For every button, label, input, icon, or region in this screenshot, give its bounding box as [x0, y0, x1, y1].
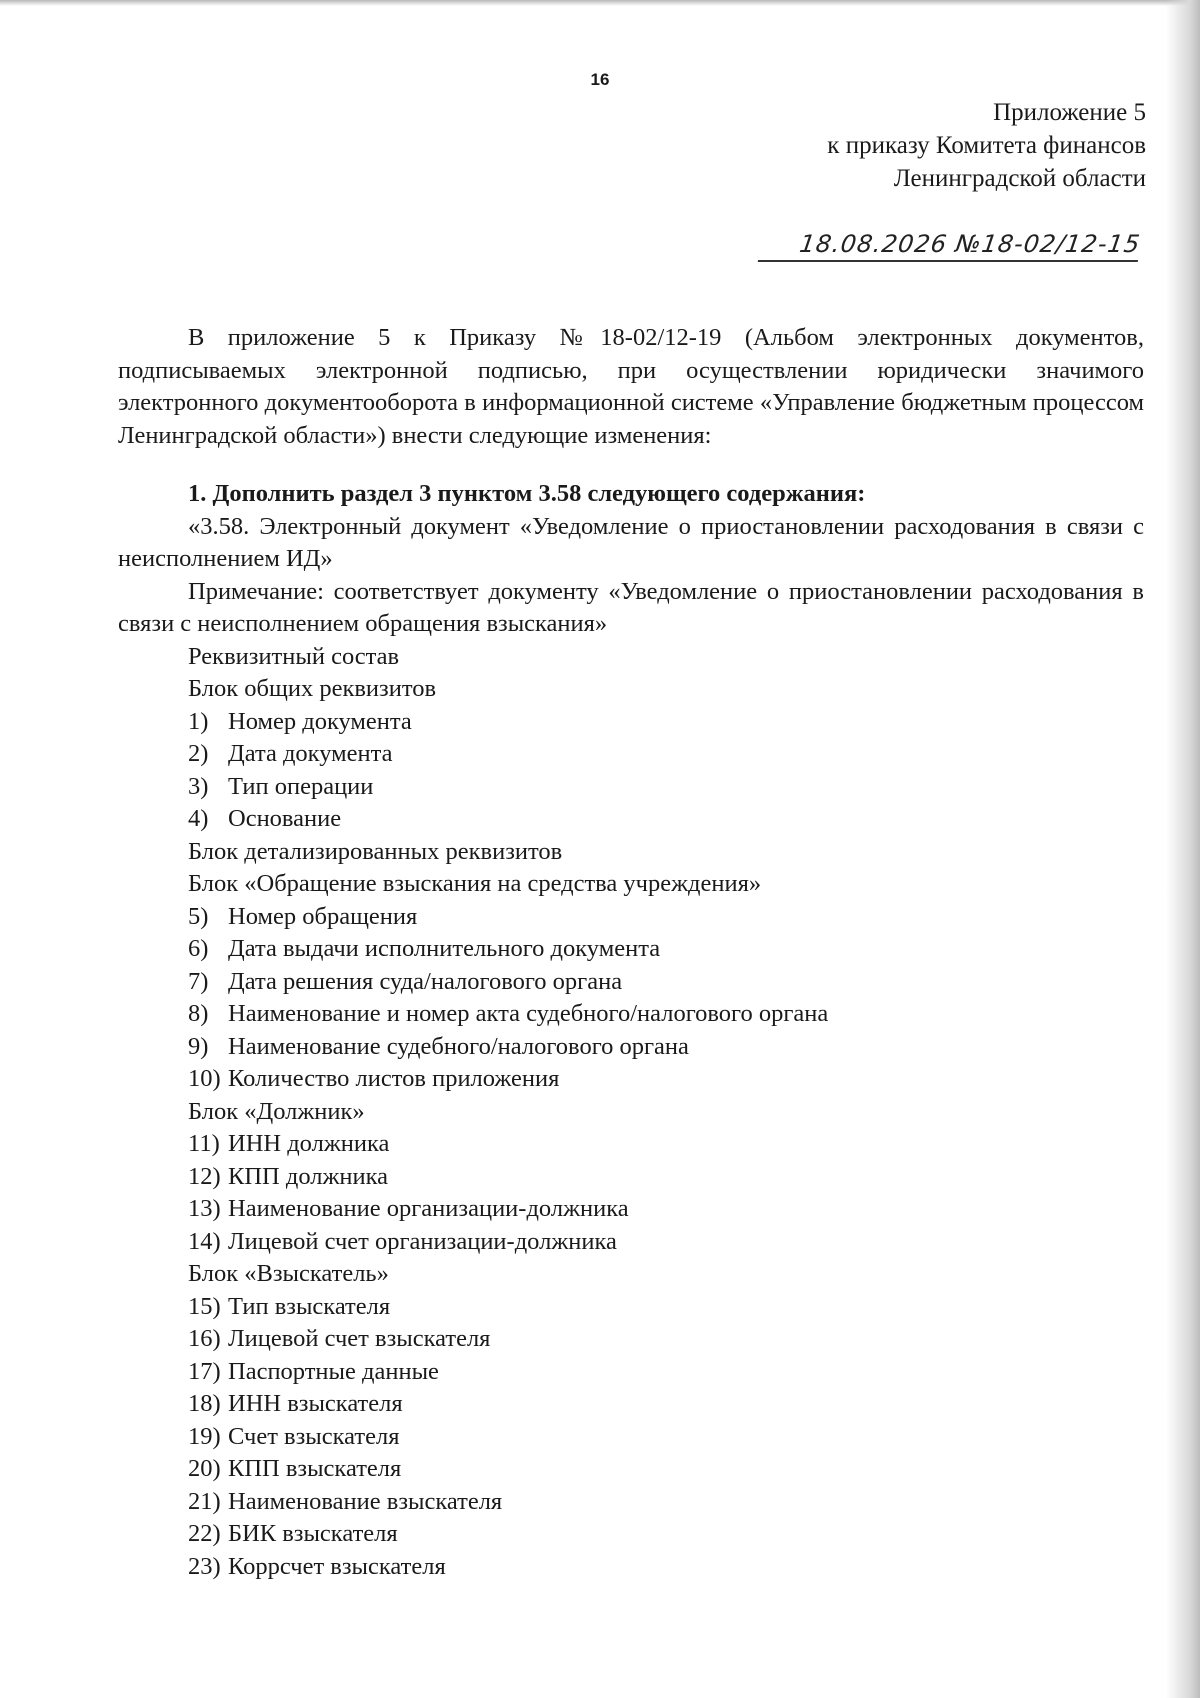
- list-item-text: Дата выдачи исполнительного документа: [228, 935, 661, 962]
- list-item: [188, 1031, 1144, 1064]
- list-item-text: Паспортные данные: [228, 1357, 439, 1385]
- block-general-title: Блок общих реквизитов: [188, 675, 437, 702]
- list-item: [188, 1518, 1144, 1551]
- list-item-text: Наименование и номер акта судебного/налогового органа: [228, 1000, 829, 1027]
- list-item-number: 18): [188, 1390, 221, 1417]
- list-item: [188, 1193, 1144, 1226]
- list-item-number: 6): [188, 935, 209, 962]
- list-item-number: 11): [188, 1130, 220, 1157]
- list-item-number: 14): [188, 1227, 221, 1255]
- list-item: [188, 1291, 1144, 1324]
- appendix-title: Приложение 5: [993, 99, 1146, 126]
- list-item-number: 16): [188, 1325, 221, 1352]
- list-item: [188, 1323, 1144, 1356]
- list-item: [188, 1453, 1144, 1486]
- list-item-text: Основание: [228, 805, 342, 832]
- list-item: [188, 933, 1144, 966]
- list-item-text: Лицевой счет взыскателя: [228, 1325, 491, 1352]
- list-item-number: 15): [188, 1292, 221, 1320]
- list-item-text: Лицевой счет организации-должника: [228, 1227, 617, 1255]
- requisites-title: Реквизитный состав: [188, 642, 400, 670]
- list-item: [188, 1161, 1144, 1194]
- list-item: [188, 738, 1144, 771]
- list-item-text: Наименование организации-должника: [228, 1195, 629, 1222]
- list-item-text: Количество листов приложения: [228, 1065, 560, 1092]
- block-debtor-title: Блок «Должник»: [188, 1097, 365, 1125]
- list-item-number: 9): [188, 1032, 209, 1060]
- list-item-number: 17): [188, 1357, 221, 1385]
- list-item-text: БИК взыскателя: [228, 1520, 398, 1547]
- list-item-number: 13): [188, 1195, 221, 1222]
- list-item: [188, 966, 1144, 999]
- note-paragraph: Примечание: соответствует документу «Уведомление о приостановлении расходования в связи с неисполнением обращения взыскания»: [118, 577, 1144, 637]
- appendix-header: [827, 96, 1146, 195]
- list-item: [188, 1551, 1144, 1584]
- list-item-text: Дата решения суда/налогового органа: [228, 967, 623, 995]
- scan-edge-top: [0, 0, 1200, 6]
- debtor-requisites-list: [188, 1128, 1144, 1258]
- claimant-requisites-list: [188, 1291, 1144, 1584]
- list-item-text: КПП должника: [228, 1162, 389, 1190]
- list-item-text: Номер документа: [228, 707, 412, 735]
- list-item-text: Номер обращения: [228, 902, 418, 930]
- list-item-text: Счет взыскателя: [228, 1422, 400, 1450]
- list-item: [188, 803, 1144, 836]
- list-item: [188, 998, 1144, 1031]
- block-claim-title: Блок «Обращение взыскания на средства учреждения»: [188, 870, 762, 897]
- list-item-text: Тип операции: [228, 772, 374, 800]
- list-item: [188, 1128, 1144, 1161]
- page-number: 16: [590, 70, 610, 89]
- scan-edge-right: [1166, 0, 1200, 1698]
- list-item-text: Наименование судебного/налогового органа: [228, 1032, 689, 1060]
- claim-requisites-list: [188, 901, 1144, 1096]
- list-item-number: 20): [188, 1455, 221, 1482]
- appendix-order-line: к приказу Комитета финансов: [827, 132, 1146, 159]
- list-item-number: 7): [188, 967, 209, 995]
- list-item: [188, 901, 1144, 934]
- block-claimant-title: Блок «Взыскатель»: [188, 1260, 389, 1287]
- list-item-text: Коррсчет взыскателя: [228, 1552, 446, 1580]
- list-item: [188, 1063, 1144, 1096]
- list-item-number: 22): [188, 1520, 221, 1547]
- handwritten-order-reference: 18.08.2026 №18-02/12-15: [758, 230, 1142, 262]
- list-item-text: Дата документа: [228, 740, 393, 767]
- document-body: [118, 322, 1144, 1583]
- intro-paragraph: В приложение 5 к Приказу №18-02/12-19 (Альбом электронных документов, подписываемых электронной подписью, при осуществлении юридически значимого электронного документооборота в информационной системе «Управление бюджетным процессом Ленинградской области») внести следующие изменения:: [118, 324, 1144, 449]
- list-item-number: 23): [188, 1552, 221, 1580]
- list-item: [188, 706, 1144, 739]
- document-definition-paragraph: «3.58. Электронный документ «Уведомление о приостановлении расходования в связи с неисполнением ИД»: [118, 512, 1144, 572]
- list-item: [188, 1486, 1144, 1519]
- list-item-number: 1): [188, 707, 209, 735]
- list-item-number: 21): [188, 1487, 221, 1515]
- list-item-number: 8): [188, 1000, 209, 1027]
- appendix-region-line: Ленинградской области: [893, 165, 1146, 192]
- list-item-text: Наименование взыскателя: [228, 1487, 503, 1515]
- section-heading: 1. Дополнить раздел 3 пунктом 3.58 следующего содержания:: [188, 480, 866, 507]
- list-item: [188, 771, 1144, 804]
- list-item-number: 3): [188, 772, 209, 800]
- list-item-number: 10): [188, 1065, 221, 1092]
- list-item: [188, 1356, 1144, 1389]
- general-requisites-list: [188, 706, 1144, 836]
- list-item-text: Тип взыскателя: [228, 1292, 391, 1320]
- list-item: [188, 1421, 1144, 1454]
- list-item-number: 12): [188, 1162, 221, 1190]
- list-item: [188, 1226, 1144, 1259]
- list-item-text: ИНН должника: [228, 1130, 390, 1157]
- list-item-number: 2): [188, 740, 209, 767]
- list-item-number: 5): [188, 902, 209, 930]
- list-item-number: 19): [188, 1422, 221, 1450]
- block-detailed-title: Блок детализированных реквизитов: [188, 837, 563, 865]
- list-item-text: ИНН взыскателя: [228, 1390, 403, 1417]
- list-item-text: КПП взыскателя: [228, 1455, 402, 1482]
- list-item-number: 4): [188, 805, 209, 832]
- list-item: [188, 1388, 1144, 1421]
